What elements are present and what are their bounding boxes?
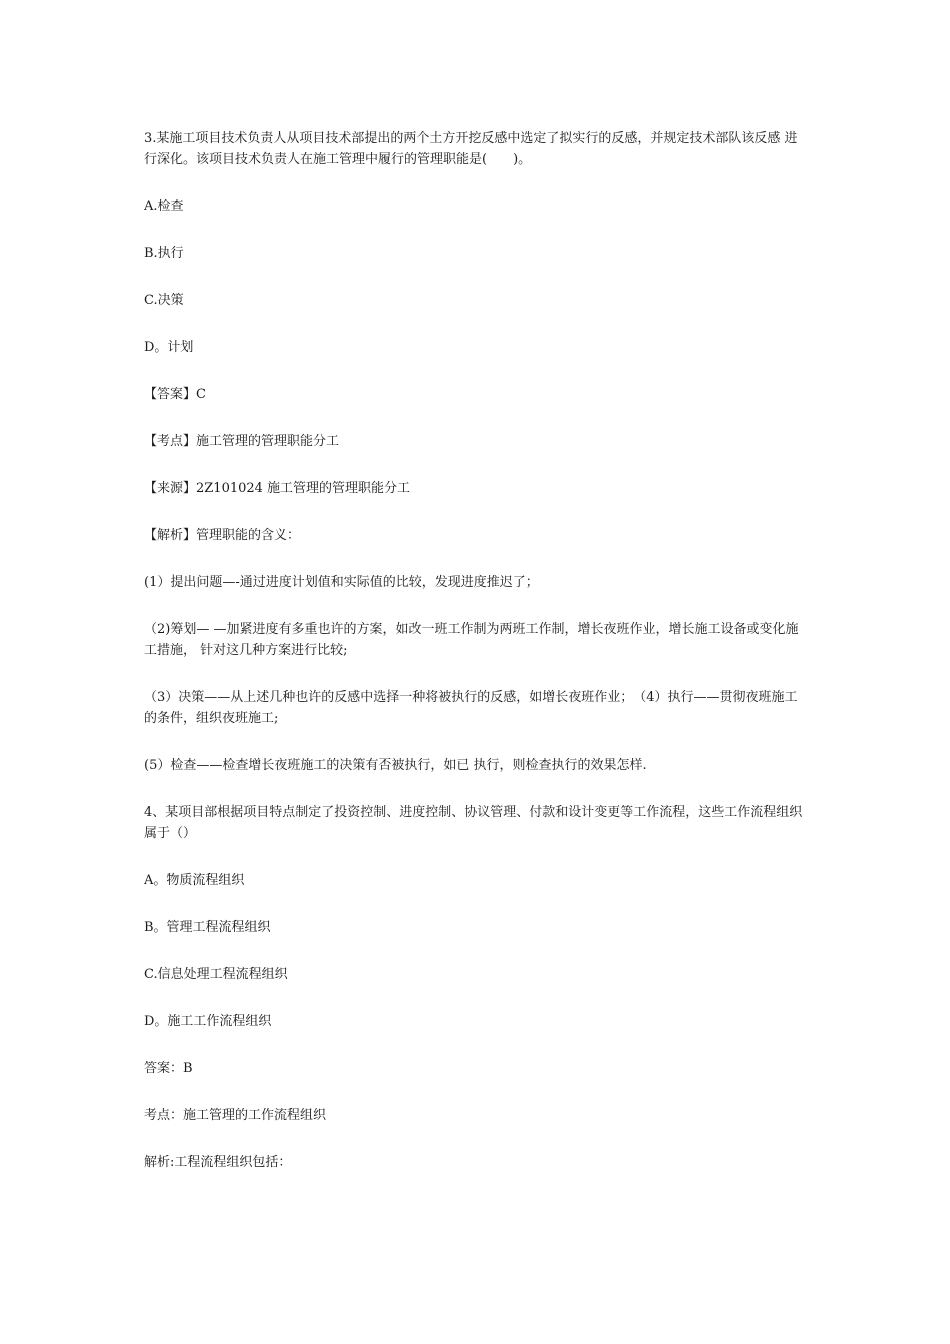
question-4-stem: 4、某项目部根据项目特点制定了投资控制、进度控制、协议管理、付款和设计变更等工作流程，这些工作流程组织属于（） [144, 805, 803, 841]
question-3-topic: 【考点】施工管理的管理职能分工 [144, 434, 340, 449]
question-3-option-d: D。计划 [144, 340, 194, 355]
question-4-topic: 考点：施工管理的工作流程组织 [144, 1108, 327, 1123]
analysis-step-5: (5）检查——检查增长夜班施工的决策有否被执行，如已 执行，则检查执行的效果怎样. [144, 758, 647, 773]
analysis-step-3-4: （3）决策——从上述几种也许的反感中选择一种将被执行的反感，如增长夜班作业； （4）执行——贯彻夜班施工的条件，组织夜班施工; [144, 690, 798, 726]
question-4-answer: 答案：B [144, 1061, 193, 1076]
question-4-option-b: B。管理工程流程组织 [144, 920, 271, 935]
question-3-answer: 【答案】C [144, 387, 206, 402]
question-3-option-a: A.检查 [144, 199, 184, 214]
document-body [144, 128, 809, 1199]
question-3-analysis-heading: 【解析】管理职能的含义： [144, 528, 301, 543]
analysis-step-1: (1）提出问题—-通过进度计划值和实际值的比较，发现进度推迟了； [144, 575, 539, 590]
question-4-option-d: D。施工工作流程组织 [144, 1014, 272, 1029]
question-3-option-c: C.决策 [144, 293, 184, 308]
question-4-option-c: C.信息处理工程流程组织 [144, 967, 288, 982]
analysis-step-2: （2)筹划— —加紧进度有多重也许的方案，如改一班工作制为两班工作制，增长夜班作业，增长施工设备或变化施工措施， 针对这几种方案进行比较; [144, 622, 799, 658]
question-3-stem: 3.某施工项目技术负责人从项目技术部提出的两个土方开挖反感中选定了拟实行的反感，并规定技术部队该反感 进行深化。该项目技术负责人在施工管理中履行的管理职能是( )。 [144, 131, 798, 167]
question-3-source: 【来源】2Z101024 施工管理的管理职能分工 [144, 481, 411, 496]
question-3-option-b: B.执行 [144, 246, 184, 261]
question-4-analysis-heading: 解析:工程流程组织包括： [144, 1155, 292, 1170]
question-4-option-a: A。物质流程组织 [144, 873, 245, 888]
